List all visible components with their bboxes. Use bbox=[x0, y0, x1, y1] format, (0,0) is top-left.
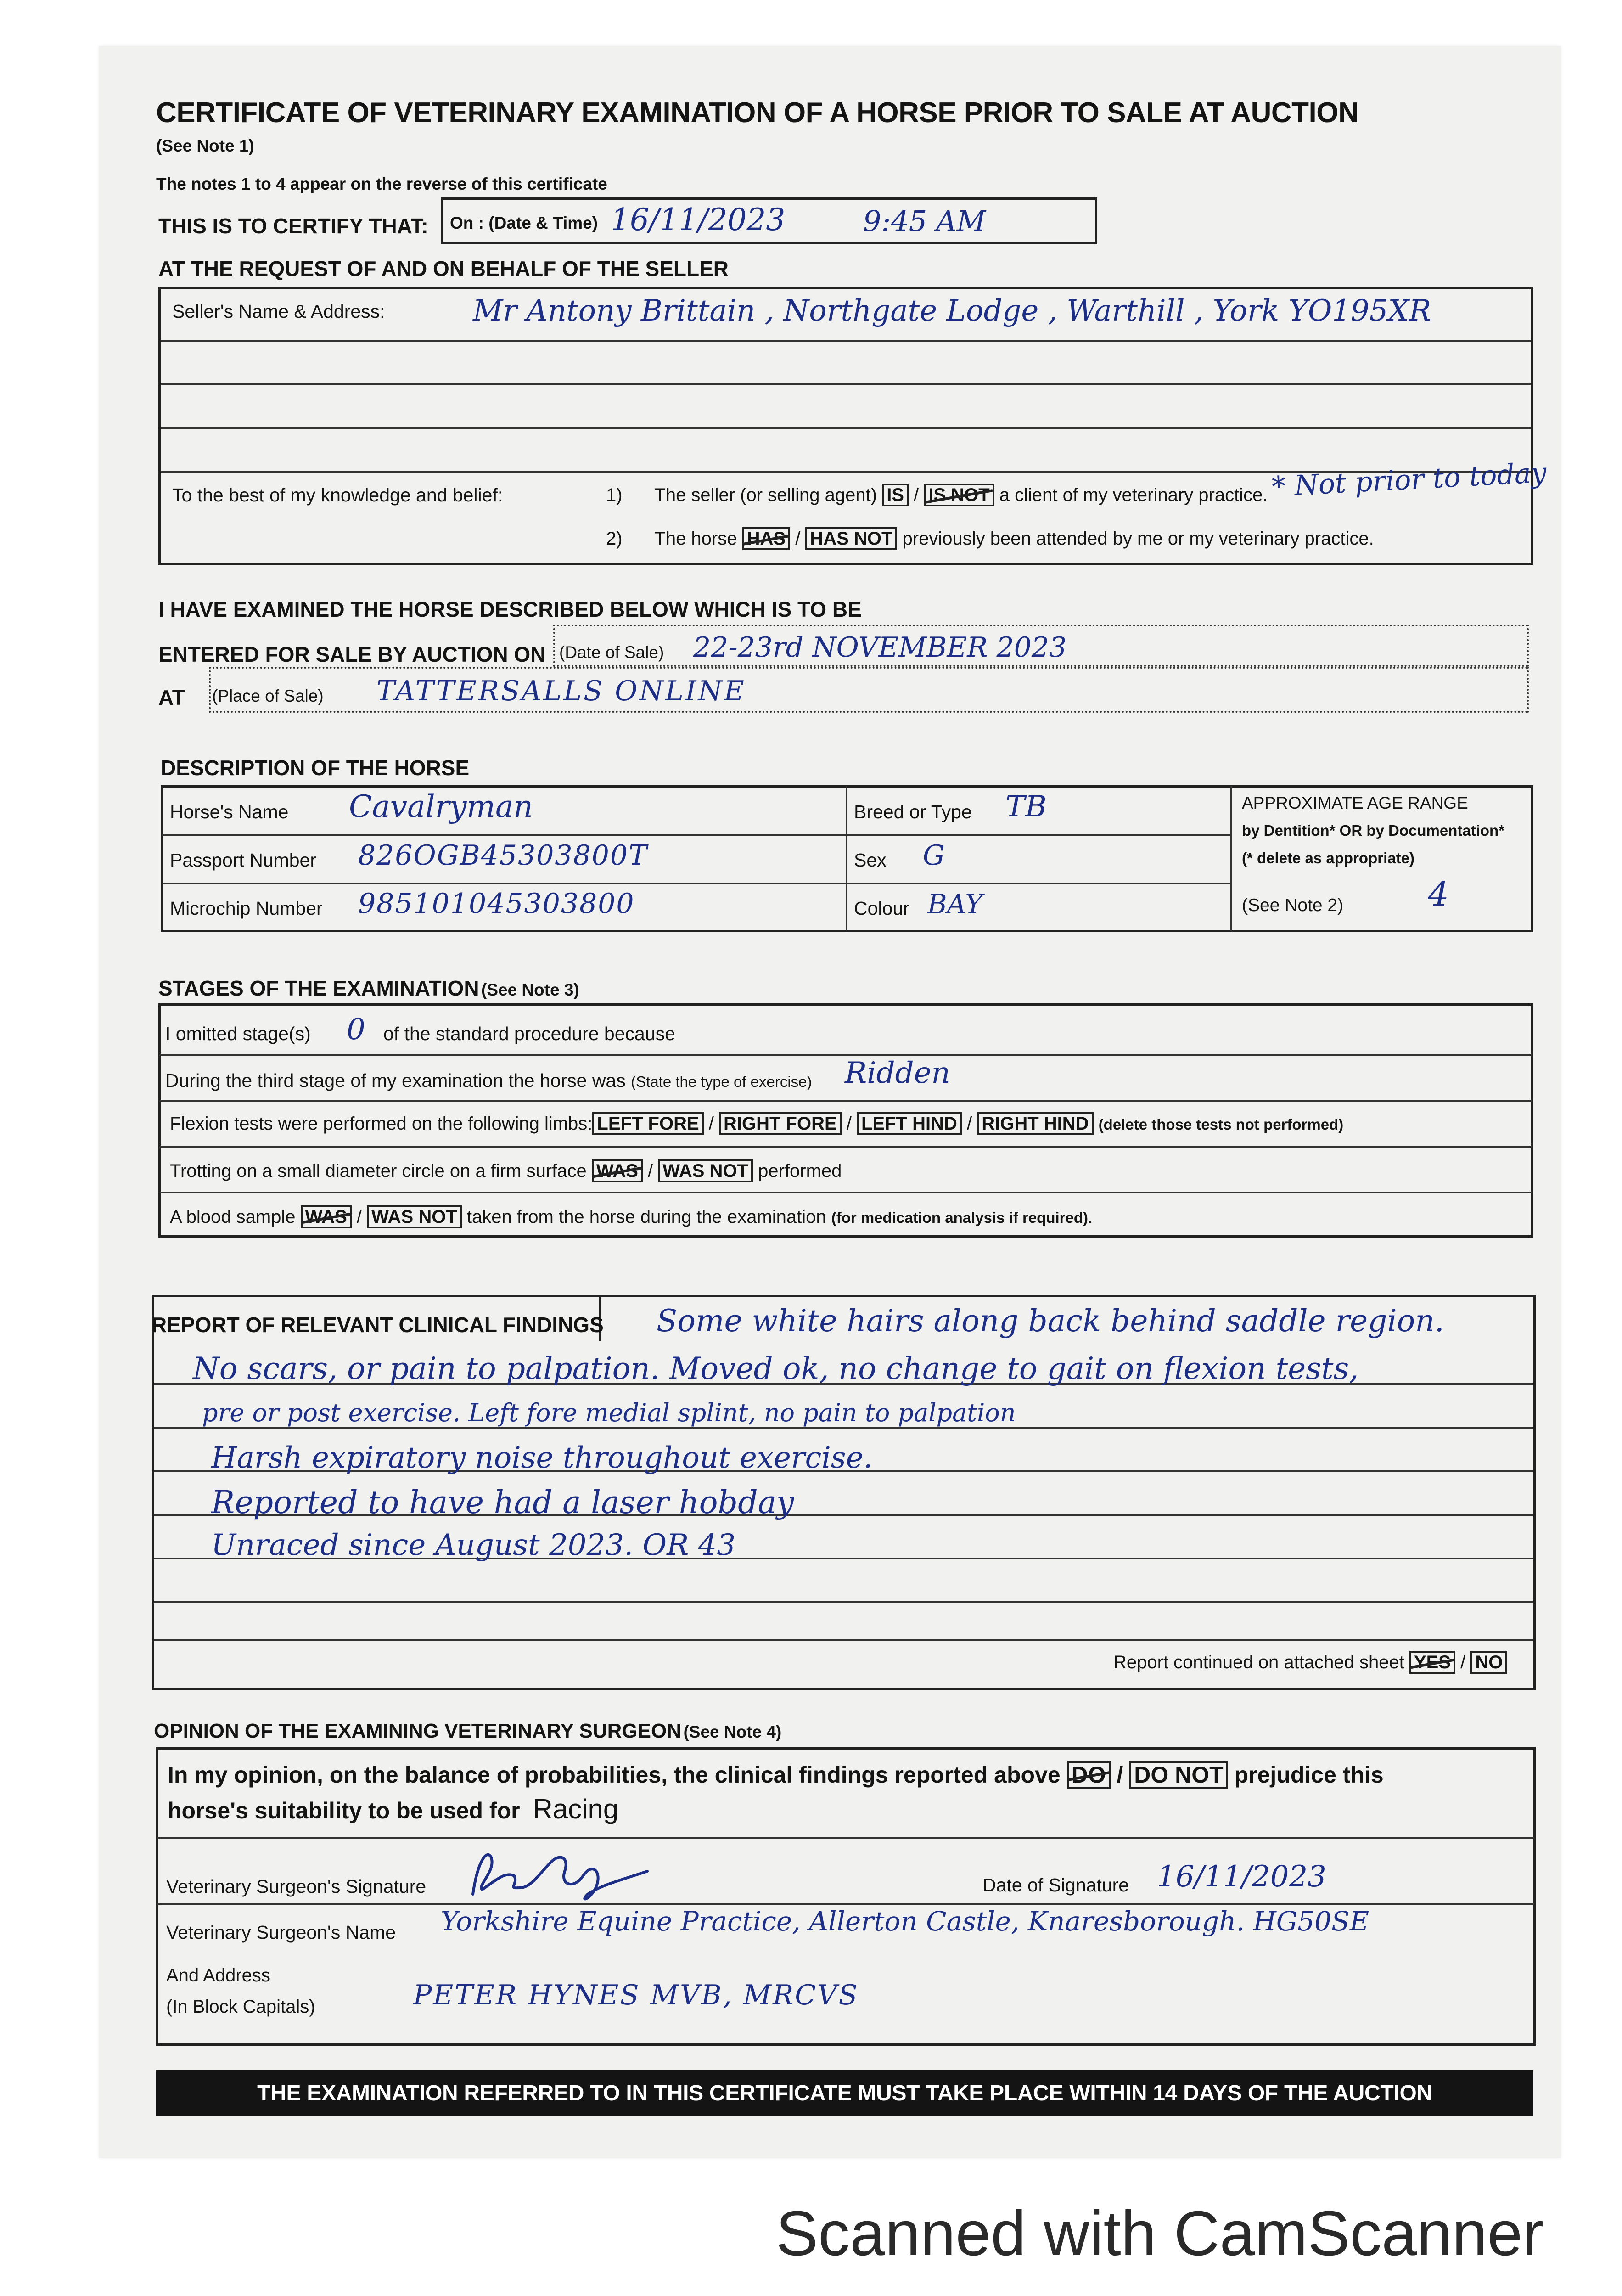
signature-label: Veterinary Surgeon's Signature bbox=[166, 1876, 427, 1897]
is-option[interactable]: IS bbox=[882, 484, 909, 506]
address-label-1: And Address bbox=[166, 1965, 270, 1986]
continued-label: Report continued on attached sheet bbox=[1113, 1652, 1404, 1672]
findings-heading: REPORT OF RELEVANT CLINICAL FINDINGS bbox=[152, 1313, 604, 1337]
scanner-watermark: Scanned with CamScanner bbox=[776, 2198, 1544, 2269]
seller-line-2 bbox=[161, 383, 1531, 385]
signature-image bbox=[464, 1844, 657, 1908]
third-stage-label: During the third stage of my examination the horse was bbox=[165, 1070, 626, 1091]
date-signature-value[interactable]: 16/11/2023 bbox=[1157, 1860, 1326, 1894]
blood-label: A blood sample bbox=[170, 1207, 296, 1227]
third-stage-note: (State the type of exercise) bbox=[631, 1073, 812, 1090]
microchip-value[interactable]: 985101045303800 bbox=[358, 888, 635, 920]
footer-banner bbox=[156, 2070, 1533, 2116]
item1-pre: The seller (or selling agent) bbox=[654, 485, 877, 505]
blood-note: (for medication analysis if required). bbox=[831, 1209, 1093, 1226]
findings-rule-7 bbox=[154, 1639, 1533, 1641]
vet-name-label: Veterinary Surgeon's Name bbox=[166, 1922, 396, 1943]
stages-heading-row bbox=[158, 976, 579, 1001]
blood-post: taken from the horse during the examination bbox=[466, 1207, 826, 1227]
age-delete-note: (* delete as appropriate) bbox=[1242, 850, 1414, 867]
entered-label: ENTERED FOR SALE BY AUCTION ON bbox=[158, 642, 546, 666]
vet-name-value[interactable]: Yorkshire Equine Practice, Allerton Castle, Knaresborough. HG50SE bbox=[441, 1906, 1369, 1937]
colour-value[interactable]: BAY bbox=[927, 889, 983, 920]
third-stage-row bbox=[165, 1070, 812, 1092]
findings-line-3[interactable]: pre or post exercise. Left fore medial splint, no pain to palpation bbox=[202, 1398, 1016, 1427]
item2-post: previously been attended by me or my veterinary practice. bbox=[902, 529, 1374, 549]
trot-post: performed bbox=[758, 1161, 842, 1181]
stages-line-3 bbox=[159, 1146, 1532, 1148]
passport-value[interactable]: 826OGB45303800T bbox=[358, 839, 648, 872]
continued-yes-option[interactable]: YES bbox=[1409, 1651, 1455, 1674]
blood-was-option[interactable]: WAS bbox=[301, 1205, 352, 1228]
address-value[interactable]: PETER HYNES MVB, MRCVS bbox=[413, 1979, 859, 2011]
findings-line-4[interactable]: Harsh expiratory noise throughout exercise. bbox=[211, 1441, 873, 1475]
sale-place-value[interactable]: TATTERSALLS ONLINE bbox=[376, 675, 746, 707]
request-line: AT THE REQUEST OF AND ON BEHALF OF THE SELLER bbox=[158, 257, 729, 281]
certify-label: THIS IS TO CERTIFY THAT: bbox=[158, 214, 428, 238]
opinion-text-post: prejudice this bbox=[1234, 1762, 1384, 1788]
belief-label: To the best of my knowledge and belief: bbox=[172, 484, 503, 506]
right-fore-option[interactable]: RIGHT FORE bbox=[719, 1112, 842, 1135]
continued-row: Report continued on attached sheet YES / NO bbox=[1113, 1651, 1507, 1674]
notes-line: The notes 1 to 4 appear on the reverse of this certificate bbox=[156, 174, 607, 193]
opinion-rule-2 bbox=[157, 1903, 1534, 1905]
exam-date[interactable]: 16/11/2023 bbox=[611, 202, 786, 237]
has-option[interactable]: HAS bbox=[742, 527, 790, 550]
footer-banner-text: THE EXAMINATION REFERRED TO IN THIS CERTIFICATE MUST TAKE PLACE WITHIN 14 DAYS OF THE AUCTION bbox=[257, 2081, 1432, 2105]
blood-row: A blood sample WAS / WAS NOT taken from the horse during the examination (for medication analysis if required). bbox=[170, 1205, 1092, 1228]
microchip-label: Microchip Number bbox=[170, 898, 323, 919]
findings-line-2[interactable]: No scars, or pain to palpation. Moved ok, no change to gait on flexion tests, bbox=[193, 1351, 1359, 1386]
exercise-value[interactable]: Ridden bbox=[845, 1056, 950, 1090]
date-time-label: On : (Date & Time) bbox=[450, 214, 598, 232]
has-not-option[interactable]: HAS NOT bbox=[805, 527, 897, 550]
age-heading: APPROXIMATE AGE RANGE bbox=[1242, 793, 1468, 812]
item2-pre: The horse bbox=[654, 529, 737, 549]
exam-time[interactable]: 9:45 AM bbox=[863, 204, 986, 238]
colour-label: Colour bbox=[854, 898, 909, 919]
omitted-post: of the standard procedure because bbox=[383, 1023, 675, 1044]
opinion-heading-row bbox=[154, 1720, 781, 1743]
desc-row-line-1 bbox=[162, 834, 1231, 836]
left-hind-option[interactable]: LEFT HIND bbox=[857, 1112, 962, 1135]
findings-line-1[interactable]: Some white hairs along back behind saddle region. bbox=[657, 1303, 1444, 1339]
sex-label: Sex bbox=[854, 850, 887, 871]
certificate-title: CERTIFICATE OF VETERINARY EXAMINATION OF A HORSE PRIOR TO SALE AT AUCTION bbox=[156, 97, 1359, 129]
trot-was-not-option[interactable]: WAS NOT bbox=[658, 1159, 753, 1182]
stages-line-1 bbox=[159, 1054, 1532, 1056]
omitted-label: I omitted stage(s) bbox=[165, 1023, 311, 1044]
findings-line-5[interactable]: Reported to have had a laser hobday bbox=[211, 1485, 794, 1521]
client-note[interactable]: * Not prior to today bbox=[1271, 456, 1548, 503]
seller-line-3 bbox=[161, 427, 1531, 429]
trot-label: Trotting on a small diameter circle on a firm surface bbox=[170, 1161, 587, 1181]
flexion-post: (delete those tests not performed) bbox=[1098, 1116, 1344, 1133]
findings-line-6[interactable]: Unraced since August 2023. OR 43 bbox=[211, 1528, 736, 1562]
description-heading: DESCRIPTION OF THE HORSE bbox=[161, 756, 470, 780]
seller-value[interactable]: Mr Antony Brittain , Northgate Lodge , Warthill , York YO195XR bbox=[473, 294, 1431, 328]
omitted-value[interactable]: 0 bbox=[347, 1013, 365, 1047]
item1-post: a client of my veterinary practice. bbox=[999, 485, 1268, 505]
is-not-option[interactable]: IS NOT bbox=[924, 484, 994, 506]
horse-name-value[interactable]: Cavalryman bbox=[349, 789, 533, 824]
do-option[interactable]: DO bbox=[1067, 1761, 1111, 1789]
passport-label: Passport Number bbox=[170, 850, 317, 871]
findings-rule-6 bbox=[154, 1601, 1533, 1603]
opinion-heading: OPINION OF THE EXAMINING VETERINARY SURGEON bbox=[154, 1720, 682, 1742]
seller-label: Seller's Name & Address: bbox=[172, 301, 385, 322]
stages-heading-note: (See Note 3) bbox=[481, 980, 579, 999]
address-label-2: (In Block Capitals) bbox=[166, 1997, 315, 2017]
left-fore-option[interactable]: LEFT FORE bbox=[592, 1112, 703, 1135]
opinion-text-line2: horse's suitability to be used for bbox=[168, 1798, 520, 1823]
sale-date-label: (Date of Sale) bbox=[559, 643, 664, 662]
breed-value[interactable]: TB bbox=[1005, 790, 1047, 824]
right-hind-option[interactable]: RIGHT HIND bbox=[977, 1112, 1093, 1135]
opinion-rule-1 bbox=[157, 1837, 1534, 1839]
examined-line: I HAVE EXAMINED THE HORSE DESCRIBED BELOW WHICH IS TO BE bbox=[158, 597, 862, 621]
opinion-statement: In my opinion, on the balance of probabilities, the clinical findings reported above DO / DO NOT prejudice this bbox=[168, 1761, 1384, 1789]
use-value[interactable]: Racing bbox=[533, 1794, 619, 1824]
continued-no-option[interactable]: NO bbox=[1470, 1651, 1507, 1674]
age-value[interactable]: 4 bbox=[1428, 875, 1449, 913]
opinion-heading-note: (See Note 4) bbox=[683, 1722, 782, 1741]
desc-divider-1 bbox=[846, 786, 847, 931]
sale-place-label: (Place of Sale) bbox=[212, 687, 324, 705]
age-see-note: (See Note 2) bbox=[1242, 895, 1344, 915]
age-by: by Dentition* OR by Documentation* bbox=[1242, 822, 1505, 839]
stages-heading: STAGES OF THE EXAMINATION bbox=[158, 976, 479, 1000]
desc-divider-2 bbox=[1230, 786, 1232, 931]
horse-attended-statement: 2) The horse HAS / HAS NOT previously been attended by me or my veterinary practice. bbox=[606, 527, 1374, 550]
stages-line-4 bbox=[159, 1192, 1532, 1193]
client-statement: 1) The seller (or selling agent) IS / IS NOT a client of my veterinary practice. bbox=[606, 484, 1268, 506]
seller-line-1 bbox=[161, 340, 1531, 342]
breed-label: Breed or Type bbox=[854, 801, 972, 822]
flexion-row: Flexion tests were performed on the following limbs: LEFT FORE / RIGHT FORE / LEFT HIND / RIGHT HIND (delete those tests not performed) bbox=[170, 1112, 1343, 1135]
do-not-option[interactable]: DO NOT bbox=[1129, 1761, 1228, 1789]
seller-box bbox=[158, 287, 1533, 565]
stages-line-2 bbox=[159, 1100, 1532, 1102]
at-label: AT bbox=[158, 686, 185, 709]
date-signature-label: Date of Signature bbox=[982, 1874, 1129, 1896]
trot-row: Trotting on a small diameter circle on a firm surface WAS / WAS NOT performed bbox=[170, 1159, 842, 1182]
opinion-text-pre: In my opinion, on the balance of probabilities, the clinical findings reported above bbox=[168, 1762, 1061, 1788]
opinion-line2 bbox=[168, 1793, 618, 1825]
desc-row-line-2 bbox=[162, 883, 1231, 884]
item2-num: 2) bbox=[606, 529, 623, 549]
flexion-label: Flexion tests were performed on the following limbs: bbox=[170, 1114, 593, 1134]
trot-was-option[interactable]: WAS bbox=[592, 1159, 643, 1182]
sale-date-value[interactable]: 22-23rd NOVEMBER 2023 bbox=[693, 631, 1067, 664]
blood-was-not-option[interactable]: WAS NOT bbox=[367, 1205, 462, 1228]
item1-num: 1) bbox=[606, 485, 623, 505]
sex-value[interactable]: G bbox=[923, 839, 945, 872]
see-note-1: (See Note 1) bbox=[156, 136, 254, 155]
horse-name-label: Horse's Name bbox=[170, 801, 289, 822]
